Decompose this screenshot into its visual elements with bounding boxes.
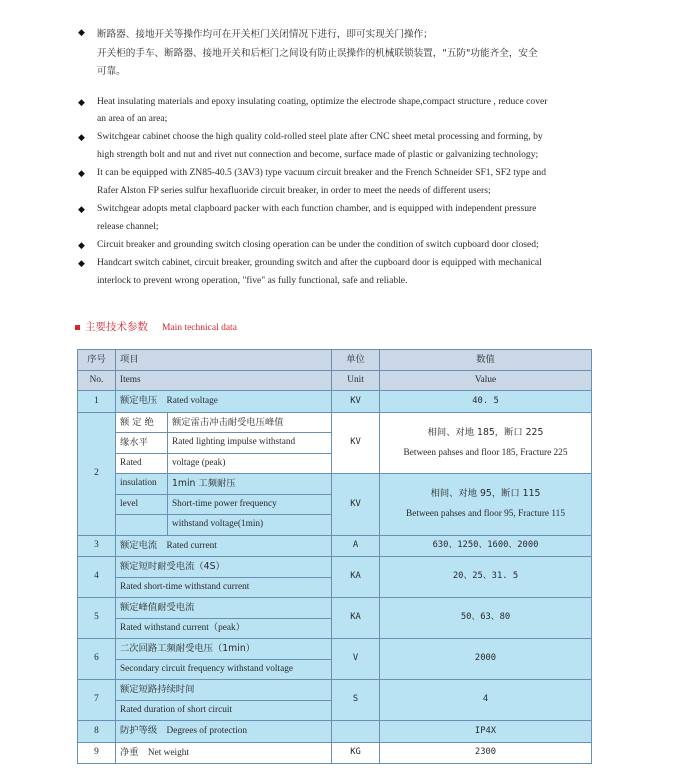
row-item-en: Rated duration of short circuit bbox=[116, 700, 332, 721]
table-row bbox=[78, 742, 592, 764]
row-no: 7 bbox=[78, 680, 116, 721]
row-sub-item-cn: 1min 工频耐压 bbox=[168, 474, 332, 495]
section-title bbox=[75, 319, 237, 334]
table-row bbox=[78, 412, 592, 433]
bullet-icon: ◆ bbox=[78, 97, 85, 107]
feature-line: Circuit breaker and grounding switch closing operation can be under the condition of switch cupboard door closed; bbox=[97, 239, 539, 250]
row-sub-item-cn: 额定雷击冲击耐受电压峰值 bbox=[168, 412, 332, 433]
feature-line: Heat insulating materials and epoxy insulating coating, optimize the electrode shape,compact structure , reduce cover bbox=[97, 96, 548, 107]
table-row bbox=[78, 598, 592, 619]
row-value: 相间、对地 185，断口 225 Between pahses and floor 185, Fracture 225 bbox=[380, 412, 592, 474]
header-value-en: Value bbox=[380, 370, 592, 391]
row-item: 额定电压 Rated voltage bbox=[116, 391, 332, 413]
header-no-en: No. bbox=[78, 370, 116, 391]
feature-line: Handcart switch cabinet, circuit breaker, grounding switch and after the cupboard door is equipped with mechanical bbox=[97, 257, 542, 268]
feature-line: Switchgear adopts metal clapboard packer with each function chamber, and is equipped with independent pressure bbox=[97, 203, 537, 214]
row-no: 6 bbox=[78, 639, 116, 680]
row-group-label: 额 定 绝 bbox=[116, 412, 168, 433]
section-title-cn: 主要技术参数 bbox=[85, 321, 148, 333]
row-group-label: level bbox=[116, 494, 168, 515]
feature-line: an area of an area; bbox=[97, 113, 168, 124]
bullet-icon: ◆ bbox=[78, 240, 85, 250]
row-no: 5 bbox=[78, 598, 116, 639]
feature-line: Switchgear cabinet choose the high quality cold-rolled steel plate after CNC sheet metal processing and forming, by bbox=[97, 131, 543, 142]
table-row bbox=[78, 721, 592, 743]
row-unit: A bbox=[332, 535, 380, 557]
row-group-label: Rated bbox=[116, 453, 168, 474]
row-value: 相间、对地 95，断口 115 Between pahses and floor 95, Fracture 115 bbox=[380, 474, 592, 536]
feature-line: interlock to prevent wrong operation, "five" as fully functional, safe and reliable. bbox=[97, 275, 408, 286]
row-unit: KV bbox=[332, 391, 380, 413]
row-value: 40. 5 bbox=[380, 391, 592, 413]
row-no: 9 bbox=[78, 742, 116, 764]
row-unit bbox=[332, 721, 380, 743]
row-value: 630、1250、1600、2000 bbox=[380, 535, 592, 557]
row-unit: KA bbox=[332, 557, 380, 598]
row-sub-item-en: Short-time power frequency bbox=[168, 494, 332, 515]
intro-cn-line-3: 可靠。 bbox=[97, 66, 126, 77]
technical-data-table bbox=[77, 349, 592, 764]
row-value: 2300 bbox=[380, 742, 592, 764]
row-no: 8 bbox=[78, 721, 116, 743]
header-no: 序号 bbox=[78, 350, 116, 371]
feature-line: release channel; bbox=[97, 221, 159, 232]
bullet-icon: ◆ bbox=[78, 204, 85, 214]
row-item-en: Rated short-time withstand current bbox=[116, 577, 332, 598]
row-sub-item-en: withstand voltage(1min) bbox=[168, 515, 332, 536]
row-unit: KV bbox=[332, 474, 380, 536]
table-row bbox=[78, 639, 592, 660]
row-no: 1 bbox=[78, 391, 116, 413]
table-row bbox=[78, 474, 592, 495]
row-item-en: Secondary circuit frequency withstand voltage bbox=[116, 659, 332, 680]
bullet-icon: ◆ bbox=[78, 132, 85, 142]
table-row bbox=[78, 391, 592, 413]
header-item: 项目 bbox=[116, 350, 332, 371]
row-item: 防护等级 Degrees of protection bbox=[116, 721, 332, 743]
row-value: 20、25、31. 5 bbox=[380, 557, 592, 598]
header-unit: 单位 bbox=[332, 350, 380, 371]
row-value: 4 bbox=[380, 680, 592, 721]
table-row bbox=[78, 557, 592, 578]
row-item-cn: 额定短路持续时间 bbox=[116, 680, 332, 701]
row-sub-item-en: Rated lighting impulse withstand bbox=[168, 433, 332, 454]
intro-cn-line-1: 断路器、接地开关等操作均可在开关柜门关闭情况下进行，即可实现关门操作； bbox=[97, 29, 433, 40]
row-sub-item-en: voltage (peak) bbox=[168, 453, 332, 474]
feature-line: high strength bolt and nut and rivet nut connection and become, surface made of plastic or galvanizing technology; bbox=[97, 149, 539, 160]
red-square-icon bbox=[75, 325, 80, 330]
row-no: 4 bbox=[78, 557, 116, 598]
row-value: 50、63、80 bbox=[380, 598, 592, 639]
table-row bbox=[78, 680, 592, 701]
table-header-row bbox=[78, 350, 592, 371]
row-unit: KA bbox=[332, 598, 380, 639]
header-unit-en: Unit bbox=[332, 370, 380, 391]
intro-cn-line-2: 开关柜的手车、断路器、接地开关和后柜门之间设有防止误操作的机械联锁装置，"五防"功能齐全，安全 bbox=[97, 48, 538, 59]
feature-line: Rafer Alston FP series sulfur hexafluoride circuit breaker, in order to meet the needs of different users; bbox=[97, 185, 491, 196]
row-item-en: Rated withstand current（peak） bbox=[116, 618, 332, 639]
header-item-en: Items bbox=[116, 370, 332, 391]
row-item-cn: 额定短时耐受电流（4S） bbox=[116, 557, 332, 578]
row-group-label: 缘水平 bbox=[116, 433, 168, 454]
bullet-icon: ◆ bbox=[78, 27, 85, 37]
bullet-icon: ◆ bbox=[78, 168, 85, 178]
row-value: IP4X bbox=[380, 721, 592, 743]
row-unit: KV bbox=[332, 412, 380, 474]
row-no: 2 bbox=[78, 412, 116, 535]
header-value: 数值 bbox=[380, 350, 592, 371]
row-item: 净重 Net weight bbox=[116, 742, 332, 764]
row-item-cn: 二次回路工频耐受电压（1min） bbox=[116, 639, 332, 660]
row-unit: KG bbox=[332, 742, 380, 764]
row-no: 3 bbox=[78, 535, 116, 557]
feature-line: It can be equipped with ZN85-40.5 (3AV3) type vacuum circuit breaker and the French Schneider SF1, SF2 type and bbox=[97, 167, 547, 178]
row-item-cn: 额定峰值耐受电流 bbox=[116, 598, 332, 619]
row-group-label: insulation bbox=[116, 474, 168, 495]
row-group-label bbox=[116, 515, 168, 536]
row-value: 2000 bbox=[380, 639, 592, 680]
row-unit: S bbox=[332, 680, 380, 721]
row-unit: V bbox=[332, 639, 380, 680]
row-item: 额定电流 Rated current bbox=[116, 535, 332, 557]
table-header-row bbox=[78, 370, 592, 391]
table-row bbox=[78, 535, 592, 557]
bullet-icon: ◆ bbox=[78, 258, 85, 268]
section-title-en: Main technical data bbox=[162, 323, 237, 333]
